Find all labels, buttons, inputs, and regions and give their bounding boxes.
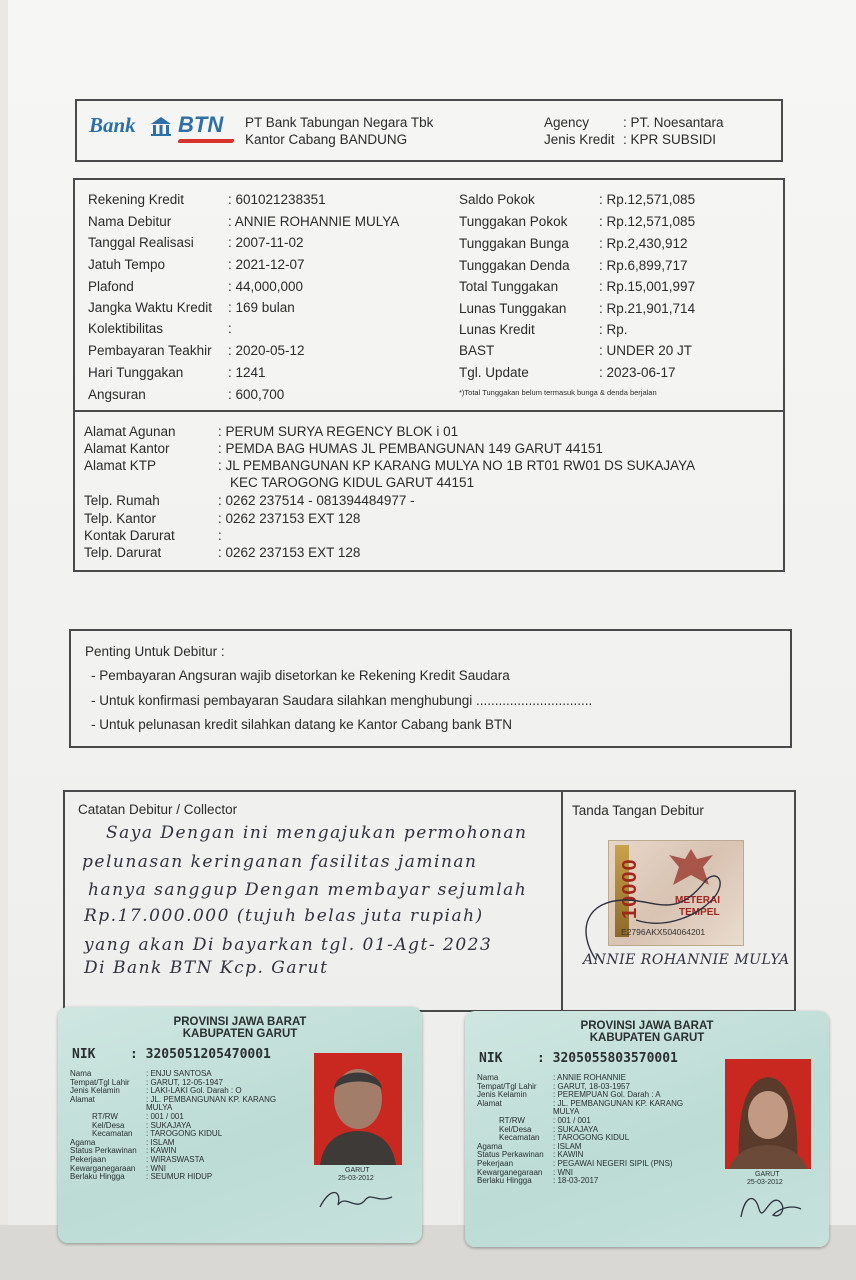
credit-summary-value: : Rp. [599,322,628,337]
agency-label: Agency [544,115,590,130]
ktp-field-value: : SUKAJAYA [553,1124,599,1134]
credit-summary-value: : Rp.12,571,085 [599,214,696,229]
ktp-field-value: : WIRASWASTA [146,1155,205,1164]
credit-label: Nama Debitur [88,214,172,229]
credit-value: : 1241 [228,365,266,380]
ktp-right-regency: KABUPATEN GARUT [589,1032,705,1044]
ktp-left-province: PROVINSI JAWA BARAT [173,1016,307,1028]
ktp-field-label: RT/RW [499,1116,525,1125]
branch-name: Kantor Cabang BANDUNG [245,132,408,147]
address-value: : JL PEMBANGUNAN KP KARANG MULYA NO 1B RT01 RW01 DS SUKAJAYA [218,458,696,473]
notice-item: - Untuk konfirmasi pembayaran Saudara silahkan menghubungi ............................... [91,693,593,708]
credit-type-value: : KPR SUBSIDI [623,132,717,147]
ktp-field-value: : PEGAWAI NEGERI SIPIL (PNS) [553,1159,673,1168]
ktp-left-nik-label: NIK [72,1047,96,1062]
credit-value: : 2007-11-02 [228,235,304,250]
ktp-field-value: : PEREMPUAN Gol. Darah : A [553,1090,661,1100]
ktp-field-value: : KAWIN [146,1146,177,1156]
credit-label: Jangka Waktu Kredit [88,300,213,315]
ktp-field-label: Nama [477,1073,499,1082]
bank-building-icon [149,115,173,142]
ktp-field-label: Kel/Desa [499,1124,532,1134]
ktp-field-value: : ISLAM [553,1141,582,1151]
ktp-field-label: Status Perkawinan [70,1146,137,1156]
credit-value: : 169 bulan [228,300,295,315]
credit-value: : 44,000,000 [228,279,304,294]
ktp-field-label: RT/RW [92,1112,118,1121]
ktp-card-left [58,1007,422,1243]
handwritten-line: Rp.17.000.000 (tujuh belas juta rupiah) [84,906,484,926]
ktp-right-nik-value: : 3205055803570001 [537,1051,678,1066]
ktp-field-value: : SUKAJAYA [146,1120,192,1130]
credit-summary-label: Tgl. Update [459,365,529,380]
ktp-field-value: : KAWIN [553,1150,584,1160]
ktp-field-label: Jenis Kelamin [70,1086,120,1096]
ktp-field-value: : JL. PEMBANGUNAN KP. KARANG [553,1098,684,1108]
address-label: Alamat KTP [84,458,157,473]
credit-summary-value: : Rp.15,001,997 [599,279,696,294]
ktp-field-label: Kel/Desa [92,1120,125,1130]
signature-name: ANNIE ROHANNIE MULYA [583,952,790,968]
credit-label: Rekening Kredit [88,192,185,207]
ktp-field-value: : LAKI-LAKI Gol. Darah : O [146,1086,242,1096]
credit-summary-value: : UNDER 20 JT [599,343,693,358]
logo-bank-text: Bank [89,113,136,137]
ktp-field-label: Jenis Kelamin [477,1090,527,1100]
ktp-left-signature [316,1183,396,1222]
credit-summary-label: Saldo Pokok [459,192,535,207]
credit-summary-value: : 2023-06-17 [599,365,676,380]
address-value: : [218,528,222,543]
address-label: Telp. Rumah [84,493,160,508]
credit-summary-value: : Rp.6,899,717 [599,258,688,273]
credit-summary-value: : Rp.21,901,714 [599,301,696,316]
ktp-field-value: MULYA [146,1103,173,1113]
ktp-field-label: Kewarganegaraan [477,1167,543,1177]
agency-value: : PT. Noesantara [623,115,724,130]
ktp-field-label: Berlaku Hingga [70,1172,125,1182]
address-label: Alamat Agunan [84,424,176,439]
address-value: : 0262 237153 EXT 128 [218,511,361,526]
credit-summary-value: : Rp.2,430,912 [599,236,688,251]
address-label: Telp. Kantor [84,511,157,526]
notes-title: Catatan Debitur / Collector [78,802,238,817]
address-label: Alamat Kantor [84,441,170,456]
credit-value: : 2021-12-07 [228,257,305,272]
credit-summary-label: Tunggakan Denda [459,258,570,273]
credit-value: : 2020-05-12 [228,343,305,358]
ktp-left-photo [314,1053,402,1165]
credit-label: Plafond [88,279,134,294]
ktp-field-value: : 001 / 001 [146,1112,184,1121]
notice-item: - Pembayaran Angsuran wajib disetorkan ke Rekening Kredit Saudara [91,668,510,683]
credit-divider [73,410,785,412]
address-value: : PEMDA BAG HUMAS JL PEMBANGUNAN 149 GARUT 44151 [218,441,603,456]
ktp-card-right [465,1011,829,1247]
address-value: : 0262 237514 - 081394484977 - [218,493,415,508]
stamp-text-1: METERAI [675,895,720,906]
ktp-field-label: Kewarganegaraan [70,1163,136,1173]
ktp-field-value: : SEUMUR HIDUP [146,1172,213,1182]
ktp-field-value: : JL. PEMBANGUNAN KP. KARANG [146,1094,277,1104]
ktp-field-label: Pekerjaan [70,1155,107,1164]
ktp-field-label: Kecamatan [499,1133,540,1143]
credit-label: Kolektibilitas [88,321,164,336]
credit-summary-label: BAST [459,343,495,358]
ktp-right-photo [725,1059,811,1169]
ktp-field-label: Alamat [70,1094,95,1104]
address-label: Telp. Darurat [84,545,162,560]
ktp-field-value: : GARUT, 12-05-1947 [146,1077,223,1087]
credit-label: Angsuran [88,387,146,402]
ktp-field-label: Agama [70,1137,96,1147]
credit-value: : 601021238351 [228,192,326,207]
address-value: KEC TAROGONG KIDUL GARUT 44151 [230,475,475,490]
ktp-field-value: : WNI [146,1163,166,1173]
credit-value: : 600,700 [228,387,285,402]
ktp-field-value: : WNI [553,1167,573,1177]
ktp-right-place: GARUT [755,1171,780,1178]
logo-swoosh [177,139,234,143]
address-value: : 0262 237153 EXT 128 [218,545,361,560]
ktp-field-label: Nama [70,1069,92,1078]
ktp-field-value: : ANNIE ROHANNIE [553,1073,626,1082]
ktp-left-date: 25-03-2012 [338,1175,374,1182]
ktp-field-label: Berlaku Hingga [477,1176,532,1186]
credit-type-label: Jenis Kredit [544,132,615,147]
ktp-left-nik-value: : 3205051205470001 [130,1047,271,1062]
ktp-right-signature [735,1187,805,1232]
handwritten-line: Di Bank BTN Kcp. Garut [84,958,329,978]
credit-summary-label: Lunas Tunggakan [459,301,567,316]
stamp-value: 10000 [619,858,641,919]
notes-divider [561,790,563,1012]
address-value: : PERUM SURYA REGENCY BLOK i 01 [218,424,459,439]
ktp-field-label: Tempat/Tgl Lahir [70,1077,130,1087]
handwritten-line: yang akan Di bayarkan tgl. 01-Agt- 2023 [84,935,493,955]
bank-name: PT Bank Tabungan Negara Tbk [245,115,434,130]
credit-summary-label: Lunas Kredit [459,322,535,337]
ktp-field-value: : ISLAM [146,1137,175,1147]
ktp-field-label: Tempat/Tgl Lahir [477,1081,537,1091]
ktp-field-label: Agama [477,1141,503,1151]
ktp-right-date: 25-03-2012 [747,1179,783,1186]
notice-title: Penting Untuk Debitur : [85,644,225,659]
ktp-right-nik-label: NIK [479,1051,503,1066]
ktp-field-label: Status Perkawinan [477,1150,544,1160]
address-label: Kontak Darurat [84,528,175,543]
ktp-field-value: : GARUT, 18-03-1957 [553,1081,630,1091]
credit-label: Jatuh Tempo [88,257,166,272]
ktp-left-regency: KABUPATEN GARUT [182,1028,298,1040]
ktp-field-value: : ENJU SANTOSA [146,1069,212,1078]
credit-summary-label: Total Tunggakan [459,279,559,294]
ktp-field-value: : 001 / 001 [553,1116,591,1125]
handwritten-line: Saya Dengan ini mengajukan permohonan [106,823,528,843]
notice-item: - Untuk pelunasan kredit silahkan datang ke Kantor Cabang bank BTN [91,717,513,732]
credit-label: Hari Tunggakan [88,365,184,380]
credit-summary-value: : Rp.12,571,085 [599,192,696,207]
ktp-field-label: Alamat [477,1098,502,1108]
credit-summary-label: Tunggakan Bunga [459,236,569,251]
stamp-text-2: TEMPEL [679,907,720,918]
ktp-field-value: : 18-03-2017 [553,1176,599,1186]
ktp-field-value: MULYA [553,1107,580,1117]
ktp-field-label: Pekerjaan [477,1159,514,1168]
credit-value: : [228,321,232,336]
handwritten-line: hanya sanggup Dengan membayar sejumlah [88,880,528,900]
signature-title: Tanda Tangan Debitur [572,803,704,818]
handwritten-line: pelunasan keringanan fasilitas jaminan [82,852,478,872]
logo-btn-text: BTN [178,112,224,137]
ktp-right-province: PROVINSI JAWA BARAT [580,1020,714,1032]
ktp-field-value: : TAROGONG KIDUL [553,1133,630,1143]
ktp-field-label: Kecamatan [92,1129,133,1139]
credit-summary-label: Tunggakan Pokok [459,214,568,229]
ktp-field-value: : TAROGONG KIDUL [146,1129,223,1139]
ktp-left-place: GARUT [345,1167,370,1174]
credit-footnote: *)Total Tunggakan belum termasuk bunga & denda berjalan [459,388,657,397]
credit-label: Tanggal Realisasi [88,235,194,250]
stamp-serial: E2796AKX504064201 [621,927,706,937]
credit-value: : ANNIE ROHANNIE MULYA [228,214,400,229]
credit-label: Pembayaran Teakhir [88,343,212,358]
